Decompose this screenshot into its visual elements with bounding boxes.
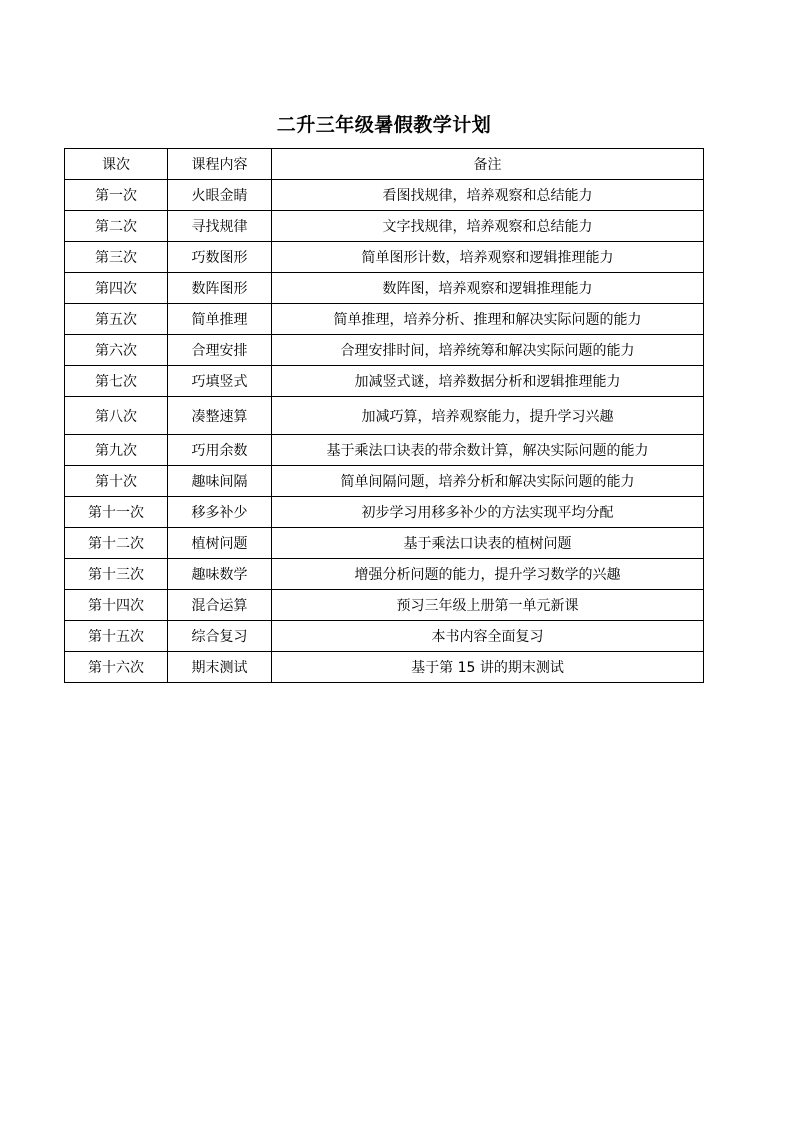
note-cell: 基于乘法口诀表的植树问题 [272,528,704,559]
table-row [65,528,704,559]
table-row [65,590,704,621]
note-cell: 加减竖式谜，培养数据分析和逻辑推理能力 [272,366,704,397]
session-cell: 第十二次 [65,528,168,559]
table-row [65,559,704,590]
content-cell: 合理安排 [168,335,272,366]
note-cell: 文字找规律，培养观察和总结能力 [272,211,704,242]
session-cell: 第六次 [65,335,168,366]
note-cell: 增强分析问题的能力，提升学习数学的兴趣 [272,559,704,590]
column-header-note: 备注 [272,149,704,180]
session-cell: 第三次 [65,242,168,273]
table-row [65,366,704,397]
note-cell: 预习三年级上册第一单元新课 [272,590,704,621]
table-row [65,180,704,211]
note-cell: 看图找规律，培养观察和总结能力 [272,180,704,211]
note-cell: 初步学习用移多补少的方法实现平均分配 [272,497,704,528]
table-row [65,335,704,366]
content-cell: 寻找规律 [168,211,272,242]
content-cell: 综合复习 [168,621,272,652]
session-cell: 第十六次 [65,652,168,683]
table-row [65,466,704,497]
content-cell: 巧用余数 [168,435,272,466]
table-row [65,397,704,435]
session-cell: 第十一次 [65,497,168,528]
session-cell: 第七次 [65,366,168,397]
note-cell: 基于乘法口诀表的带余数计算，解决实际问题的能力 [272,435,704,466]
table-row [65,435,704,466]
content-cell: 植树问题 [168,528,272,559]
session-cell: 第一次 [65,180,168,211]
content-cell: 火眼金睛 [168,180,272,211]
content-cell: 移多补少 [168,497,272,528]
content-cell: 巧数图形 [168,242,272,273]
note-cell: 基于第 15 讲的期末测试 [272,652,704,683]
session-cell: 第四次 [65,273,168,304]
content-cell: 巧填竖式 [168,366,272,397]
table-header-row [65,149,704,180]
content-cell: 凑整速算 [168,397,272,435]
session-cell: 第十次 [65,466,168,497]
note-cell: 加减巧算，培养观察能力，提升学习兴趣 [272,397,704,435]
column-header-content: 课程内容 [168,149,272,180]
session-cell: 第十五次 [65,621,168,652]
content-cell: 趣味间隔 [168,466,272,497]
session-cell: 第八次 [65,397,168,435]
column-header-session: 课次 [65,149,168,180]
content-cell: 混合运算 [168,590,272,621]
note-cell: 简单间隔问题，培养分析和解决实际问题的能力 [272,466,704,497]
note-cell: 简单图形计数，培养观察和逻辑推理能力 [272,242,704,273]
note-cell: 简单推理，培养分析、推理和解决实际问题的能力 [272,304,704,335]
page-title: 二升三年级暑假教学计划 [276,114,492,136]
session-cell: 第十三次 [65,559,168,590]
table-row [65,242,704,273]
session-cell: 第二次 [65,211,168,242]
table-row [65,273,704,304]
table-row [65,211,704,242]
note-cell: 数阵图，培养观察和逻辑推理能力 [272,273,704,304]
session-cell: 第九次 [65,435,168,466]
table-row [65,497,704,528]
note-cell: 合理安排时间，培养统筹和解决实际问题的能力 [272,335,704,366]
note-cell: 本书内容全面复习 [272,621,704,652]
content-cell: 数阵图形 [168,273,272,304]
table-row [65,652,704,683]
session-cell: 第五次 [65,304,168,335]
teaching-plan-table [64,148,704,683]
table-row [65,621,704,652]
content-cell: 趣味数学 [168,559,272,590]
content-cell: 期末测试 [168,652,272,683]
content-cell: 简单推理 [168,304,272,335]
table-row [65,304,704,335]
session-cell: 第十四次 [65,590,168,621]
